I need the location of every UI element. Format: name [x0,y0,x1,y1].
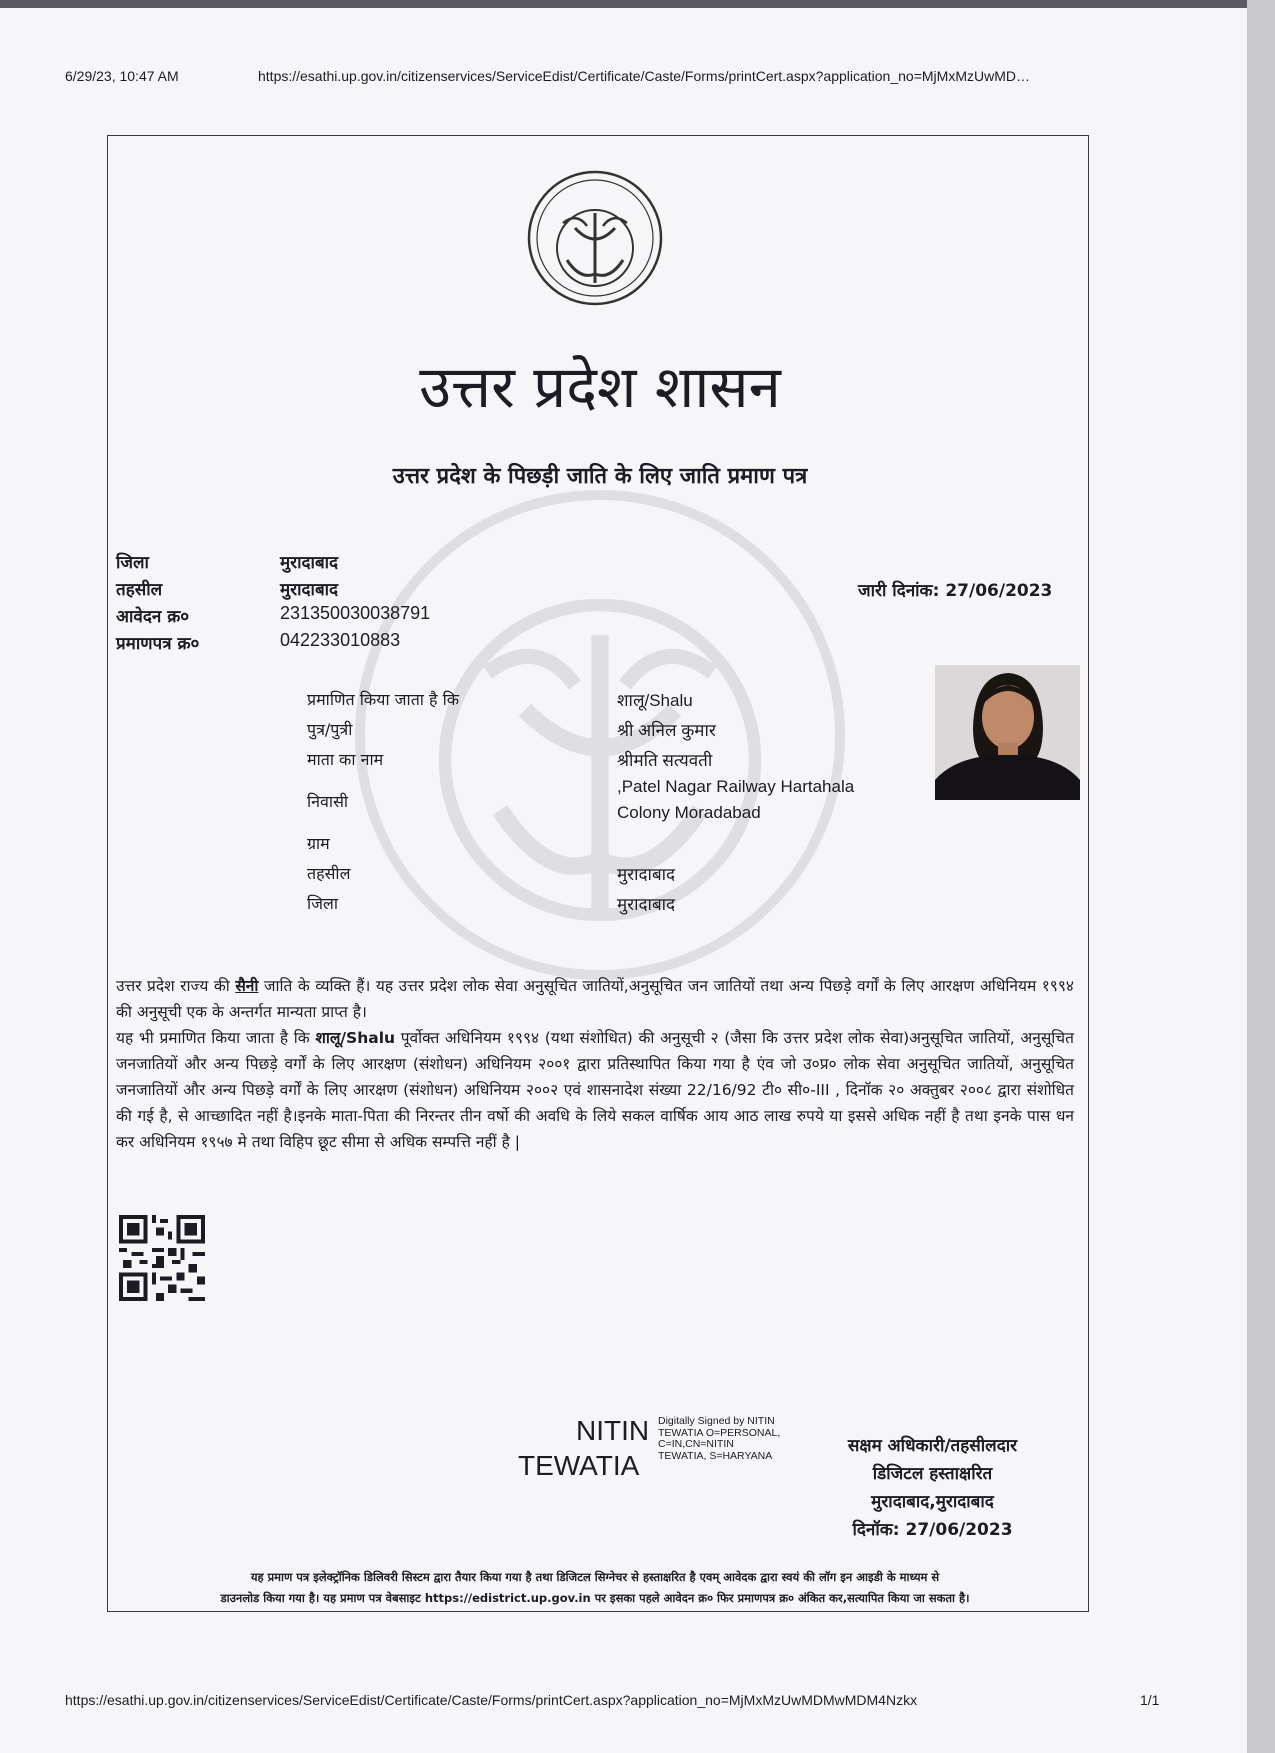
certificate-no-label: प्रमाणपत्र क्र० [116,634,200,654]
person-district-value: मुरादाबाद [617,895,676,914]
address-line-2: Colony Moradabad [617,803,761,822]
application-no-value: 231350030038791 [280,603,431,623]
qr-code-icon [119,1215,205,1301]
certificate-subtitle: उत्तर प्रदेश के पिछड़ी जाति के लिए जाति प्रमाण पत्र [392,464,808,489]
sig-detail-1: Digitally Signed by NITIN [658,1415,775,1427]
application-no-label: आवेदन क्र० [116,607,190,627]
applicant-photo [935,665,1080,800]
father-name: श्री अनिल कुमार [617,721,716,740]
print-url-header: https://esathi.up.gov.in/citizenservices/ServiceEdist/Certificate/Caste/Forms/printCert.aspx?application_no=MjMxMzUwMD… [258,68,1030,84]
mother-name: श्रीमति सत्यवती [617,751,713,770]
body-p1-end: जाति के व्यक्ति हैं। यह उत्तर प्रदेश लोक सेवा अनुसूचित जातियों,अनुसूचित जन जातियों तथा अन्य पिछड़े वर्गों के लिए आरक्षण अधिनियम १९९४ की अनुसूची एक के अन्तर्गत मान्यता प्राप्त है। [116,977,1074,1021]
signer-first-name: NITIN [576,1415,650,1446]
authority-location: मुरादाबाद,मुरादाबाद [871,1492,994,1512]
authority-block [800,1432,1065,1544]
body-paragraph-1 [116,973,1074,1025]
person-district-label: जिला [307,894,339,913]
print-url-footer: https://esathi.up.gov.in/citizenservices/ServiceEdist/Certificate/Caste/Forms/printCert.aspx?application_no=MjMxMzUwMDMwMDM4Nzkx [65,1692,918,1708]
person-tehsil-value: मुरादाबाद [617,865,676,884]
applicant-name: शालू/Shalu [617,691,693,710]
verification-note-line-1: यह प्रमाण पत्र इलेक्ट्रॉनिक डिलिवरी सिस्टम द्वारा तैयार किया गया है तथा डिजिटल सिग्नेचर से हस्ताक्षरित है एवम् आवेदक द्वारा स्वयं की लॉग इन आइडी के माध्यम से [250,1570,940,1584]
person-tehsil-label: तहसील [307,864,351,883]
tehsil-label: तहसील [116,580,163,600]
verification-note-line-2: डाउनलोड किया गया है। यह प्रमाण पत्र वेबसाइट https://edistrict.up.gov.in पर इसका पहले आवेदन क्र० फिर प्रमाणपत्र क्र० अंकित कर,सत्यापित किया जा सकता है। [220,1591,970,1605]
authority-digital-signed: डिजिटल हस्ताक्षरित [872,1464,993,1484]
scan-right-edge [1247,0,1275,1753]
address-line-1: ,Patel Nagar Railway Hartahala [617,777,855,796]
village-label: ग्राम [307,834,330,853]
mother-label: माता का नाम [307,750,384,769]
district-label: जिला [116,553,149,573]
certificate-body [116,973,1074,1155]
sig-detail-4: TEWATIA, S=HARYANA [658,1449,773,1462]
certificate-no-value: 042233010883 [280,630,401,650]
watermark-emblem-icon [350,485,850,985]
sig-detail-3: C=IN,CN=NITIN [658,1438,734,1450]
authority-date: दिनॉक: 27/06/2023 [852,1520,1013,1540]
digital-signature-details [658,1416,808,1462]
body-applicant-name: शालू/Shalu [315,1029,396,1047]
page-number: 1/1 [1140,1692,1160,1708]
print-timestamp: 6/29/23, 10:47 AM [65,68,179,84]
authority-title: सक्षम अधिकारी/तहसीलदार [847,1436,1018,1456]
up-government-emblem-icon [525,168,665,308]
caste-name: सैनी [235,977,259,995]
verification-note [120,1567,1070,1609]
signer-last-name: TEWATIA [518,1450,640,1481]
body-p2-end: पूर्वोक्त अधिनियम १९९४ (यथा संशोधित) की अनुसूची २ (जैसा कि उत्तर प्रदेश लोक सेवा)अनुसूचित जातियों, अनुसूचित जनजातियों और अन्य पिछड़े वर्गों के लिए आरक्षण (संशोधन) अधिनियम २००१ द्वारा प्रतिस्थापित किया गया है एंव जो उ०प्र० लोक सेवा अनुसूचित जातियों, अनुसूचित जनजातियों और अन्य पिछड़े वर्गों के लिए आरक्षण (संशोधन) अधिनियम २००२ एवं शासनादेश संख्या 22/16/92 टी० सी०-III , दिनॉक २० अक्तुबर २००८ द्वारा संशोधित की गई है, से आच्छादित नहीं है।इनके माता-पिता की निरन्तर तीन वर्षो की अवधि के लिये सकल वार्षिक आय आठ लाख रुपये या इससे अधिक नहीं है तथा इनके पास धन कर अधिनियम १९५७ मे तथा विहिप छूट सीमा से अधिक सम्पत्ति नहीं है | [116,1029,1075,1151]
sig-detail-2: TEWATIA O=PERSONAL, [658,1426,781,1439]
issue-date: जारी दिनांक: 27/06/2023 [858,581,1053,601]
resident-label: निवासी [307,792,349,811]
body-p1-start: उत्तर प्रदेश राज्य की [116,977,236,995]
district-value: मुरादाबाद [280,553,339,573]
tehsil-value: मुरादाबाद [280,580,339,600]
main-title: उत्तर प्रदेश शासन [419,353,781,421]
body-p2-start: यह भी प्रमाणित किया जाता है कि [116,1029,316,1047]
body-paragraph-2 [116,1025,1074,1155]
relation-label: पुत्र/पुत्री [307,720,353,739]
certified-label: प्रमाणित किया जाता है कि [307,690,460,709]
